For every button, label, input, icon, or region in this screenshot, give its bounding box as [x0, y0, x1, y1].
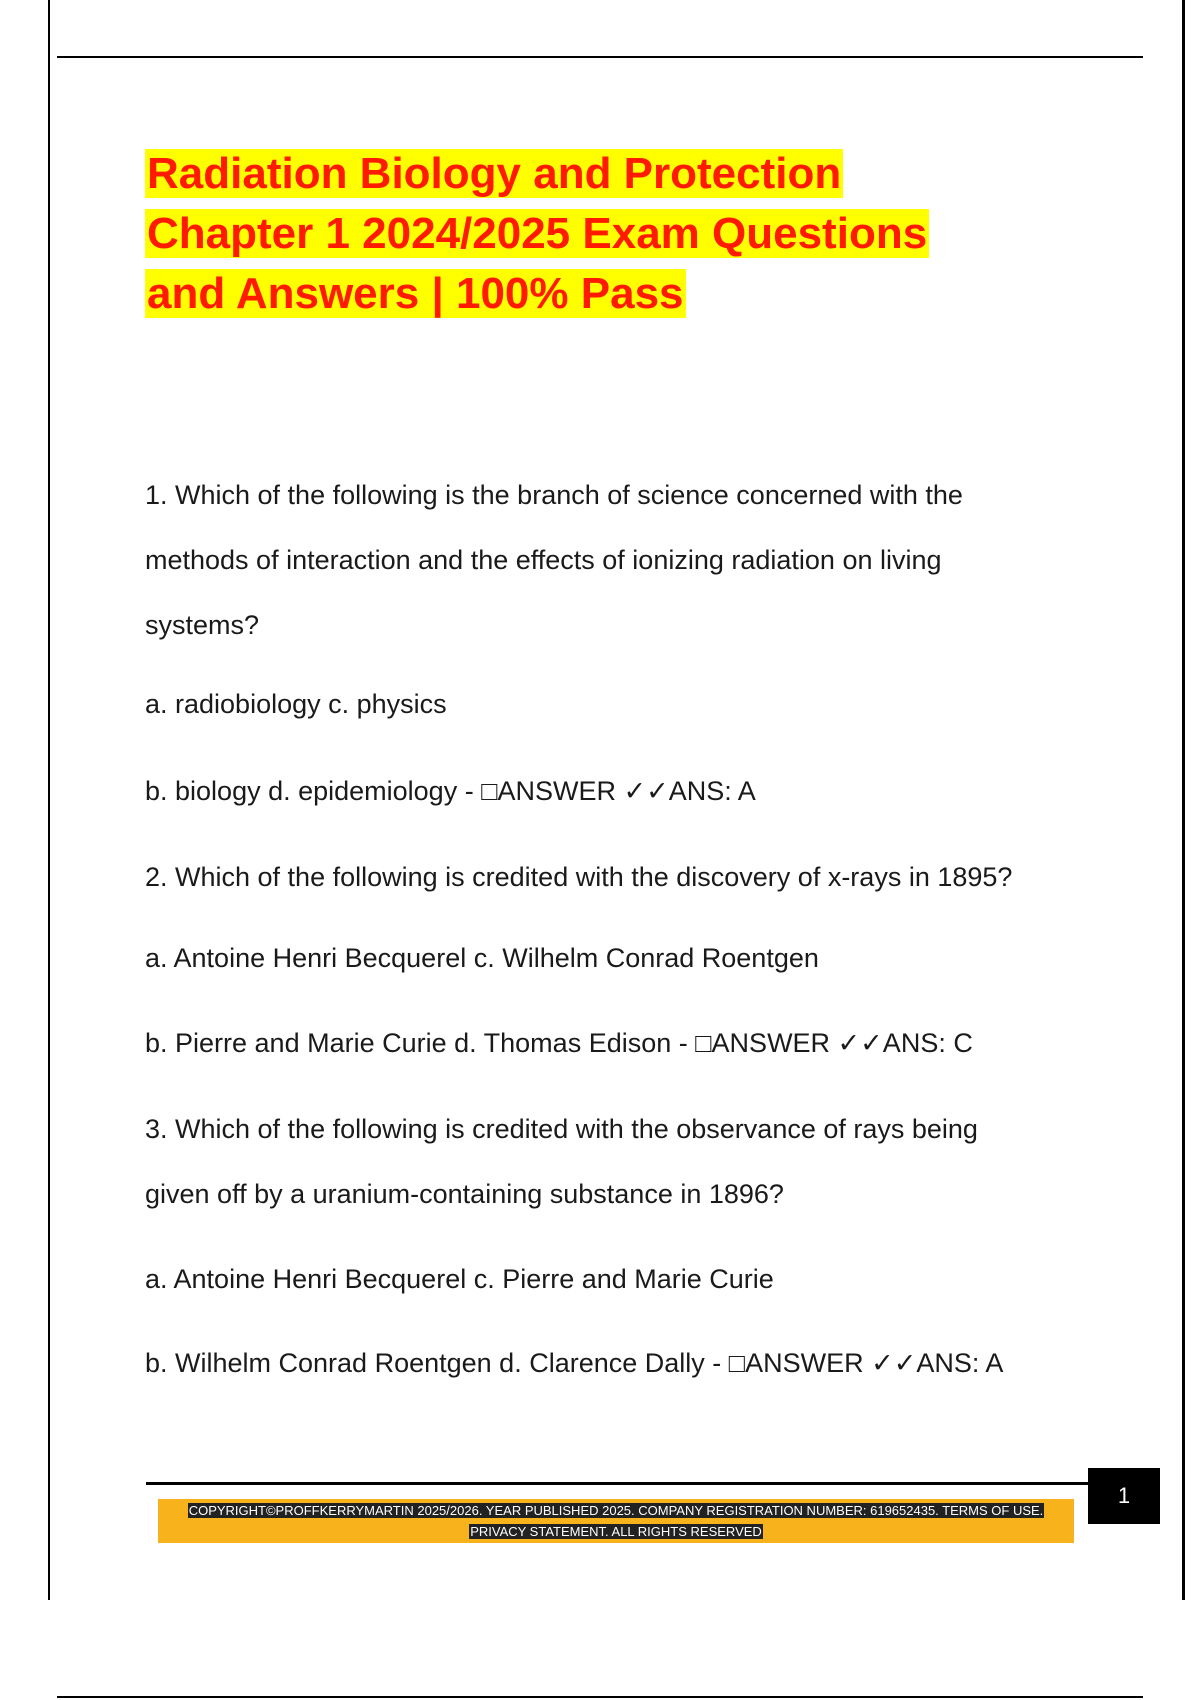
copyright-line: COPYRIGHT©PROFFKERRYMARTIN 2025/2026. YEAR PUBLISHED 2025. COMPANY REGISTRATION NUMBER: 619652435. TERMS OF USE.: [188, 1503, 1044, 1518]
question-stem-line: methods of interaction and the effects of ionizing radiation on living: [145, 545, 942, 575]
question-stem-line: given off by a uranium-containing substance in 1896?: [145, 1179, 784, 1209]
question-stem-line: 1. Which of the following is the branch of science concerned with the: [145, 480, 963, 510]
page-border-right: [1182, 0, 1185, 1600]
bottom-rule: [57, 1696, 1143, 1698]
page-number: 1: [1088, 1468, 1160, 1524]
page-border-left: [48, 0, 50, 1600]
title-line: Chapter 1 2024/2025 Exam Questions: [147, 209, 928, 258]
question-stem-line: systems?: [145, 610, 260, 640]
question-2-options-b-d-answer: b. Pierre and Marie Curie d. Thomas Edison - □ANSWER ✓✓ANS: C: [145, 1028, 973, 1058]
header-rule: [57, 56, 1143, 58]
question-3-options-b-d-answer: b. Wilhelm Conrad Roentgen d. Clarence Dally - □ANSWER ✓✓ANS: A: [145, 1348, 1004, 1378]
title-line: and Answers | 100% Pass: [147, 269, 684, 318]
footer-rule: [146, 1482, 1090, 1485]
question-1-options-b-d-answer: b. biology d. epidemiology - □ANSWER ✓✓ANS: A: [145, 776, 756, 806]
copyright-line: PRIVACY STATEMENT. ALL RIGHTS RESERVED: [470, 1524, 762, 1539]
question-1-stem: [145, 463, 963, 658]
question-1-options-a-c: a. radiobiology c. physics: [145, 689, 447, 719]
document-title: [145, 144, 1045, 324]
question-2-options-a-c: a. Antoine Henri Becquerel c. Wilhelm Conrad Roentgen: [145, 943, 819, 973]
footer-copyright-text: [166, 1500, 1066, 1542]
question-2-stem: 2. Which of the following is credited with the discovery of x-rays in 1895?: [145, 862, 1013, 892]
question-3-stem: [145, 1097, 978, 1227]
question-stem-line: 3. Which of the following is credited with the observance of rays being: [145, 1114, 978, 1144]
question-3-options-a-c: a. Antoine Henri Becquerel c. Pierre and Marie Curie: [145, 1264, 774, 1294]
title-line: Radiation Biology and Protection: [147, 149, 842, 198]
